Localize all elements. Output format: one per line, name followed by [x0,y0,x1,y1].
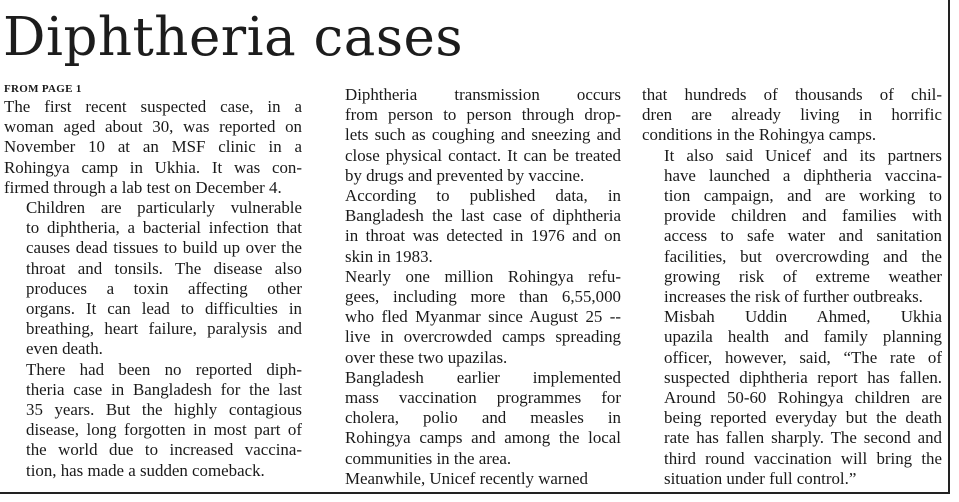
text-line: Bangladesh the last case of diphtheria [345,206,621,226]
text-line: firmed through a lab test on December 4. [4,177,282,197]
text-line: have launched a diphtheria vaccina- [664,165,942,185]
text-line: situation under full control.” [664,468,857,488]
text-line: It also said Unicef and its partners [664,145,942,165]
text-line: Rohingya camp in Ukhia. It was con- [4,157,302,177]
text-line: disease, long forgotten in most part of [26,420,302,440]
text-line: third round vaccination will bring the [664,448,942,468]
text-line: gees, including more than 6,55,000 [345,287,621,307]
text-line: Meanwhile, Unicef recently warned [345,468,588,488]
text-line: provide children and families with [664,206,942,226]
text-line: live in overcrowded camps spreading [345,327,621,347]
text-line: According to published data, in [345,186,621,206]
text-line: by drugs and prevented by vaccine. [345,165,585,185]
text-line: communities in the area. [345,448,512,468]
text-line: in throat was detected in 1976 and on [345,226,621,246]
column-3 [642,85,942,489]
text-line: rate has fallen sharply. The second and [664,428,942,448]
text-line: being reported everyday but the death [664,408,942,428]
paragraph [642,85,942,146]
text-line: who fled Myanmar since August 25 -- [345,307,621,327]
paragraph [323,85,621,186]
text-line: woman aged about 30, was reported on [4,117,302,137]
paragraph [4,198,302,360]
text-line: Misbah Uddin Ahmed, Ukhia [664,307,942,327]
text-line: the world due to increased vaccina- [26,440,302,460]
text-line: 35 years. But the highly contagious [26,400,302,420]
text-line: from person to person through drop- [345,105,621,125]
text-line: Children are particularly vulnerable [26,198,302,218]
text-line: skin in 1983. [345,246,433,266]
text-line: to diphtheria, a bacterial infection that [26,218,302,238]
paragraph [323,186,621,267]
text-line: Nearly one million Rohingya refu- [345,266,621,286]
text-line: close physical contact. It can be treated [345,145,621,165]
text-line: mass vaccination programmes for [345,388,621,408]
text-line: access to safe water and sanitation [664,226,942,246]
text-line: officer, however, said, “The rate of [664,347,942,367]
paragraph [642,307,942,489]
paragraph [642,146,942,308]
text-line: tion, has made a sudden comeback. [26,460,265,480]
paragraph [323,267,621,368]
paragraph [323,469,621,489]
text-line: breathing, heart failure, paralysis and [26,319,302,339]
paragraph [4,97,302,198]
text-line: theria case in Bangladesh for the last [26,379,302,399]
text-line: produces a toxin affecting other [26,278,302,298]
text-line: increases the risk of further outbreaks. [664,287,923,307]
text-line: dren are already living in horrific [642,105,942,125]
kicker-from-page-1: FROM PAGE 1 [4,83,82,95]
text-line: cholera, polio and measles in [345,408,621,428]
paragraph [323,368,621,469]
paragraph [4,360,302,481]
column-2 [323,85,621,489]
text-line: Around 50-60 Rohingya children are [664,388,942,408]
text-line: Bangladesh earlier implemented [345,367,621,387]
text-line: conditions in the Rohingya camps. [642,125,877,145]
text-line: There had been no reported diph- [26,359,302,379]
text-line: even death. [26,339,103,359]
text-line: growing risk of extreme weather [664,266,942,286]
column-1 [4,82,302,481]
text-line: upazila health and family planning [664,327,942,347]
text-line: that hundreds of thousands of chil- [642,85,942,104]
text-line: causes dead tissues to build up over the [26,238,302,258]
text-line: organs. It can lead to difficulties in [26,299,302,319]
text-line: tion campaign, and are working to [664,186,942,206]
text-line: suspected diphtheria report has fallen. [664,367,942,387]
text-line: November 10 at an MSF clinic in a [4,137,302,157]
column-1-body [4,97,302,481]
text-line: over these two upazilas. [345,347,508,367]
headline: Diphtheria cases [3,7,464,68]
text-line: facilities, but overcrowding and the [664,246,942,266]
text-line: throat and tonsils. The disease also [26,258,302,278]
text-line: lets such as coughing and sneezing and [345,125,621,145]
text-line: Rohingya camps and among the local [345,428,621,448]
text-line: The first recent suspected case, in a [4,97,302,116]
text-line: Diphtheria transmission occurs [345,85,621,104]
